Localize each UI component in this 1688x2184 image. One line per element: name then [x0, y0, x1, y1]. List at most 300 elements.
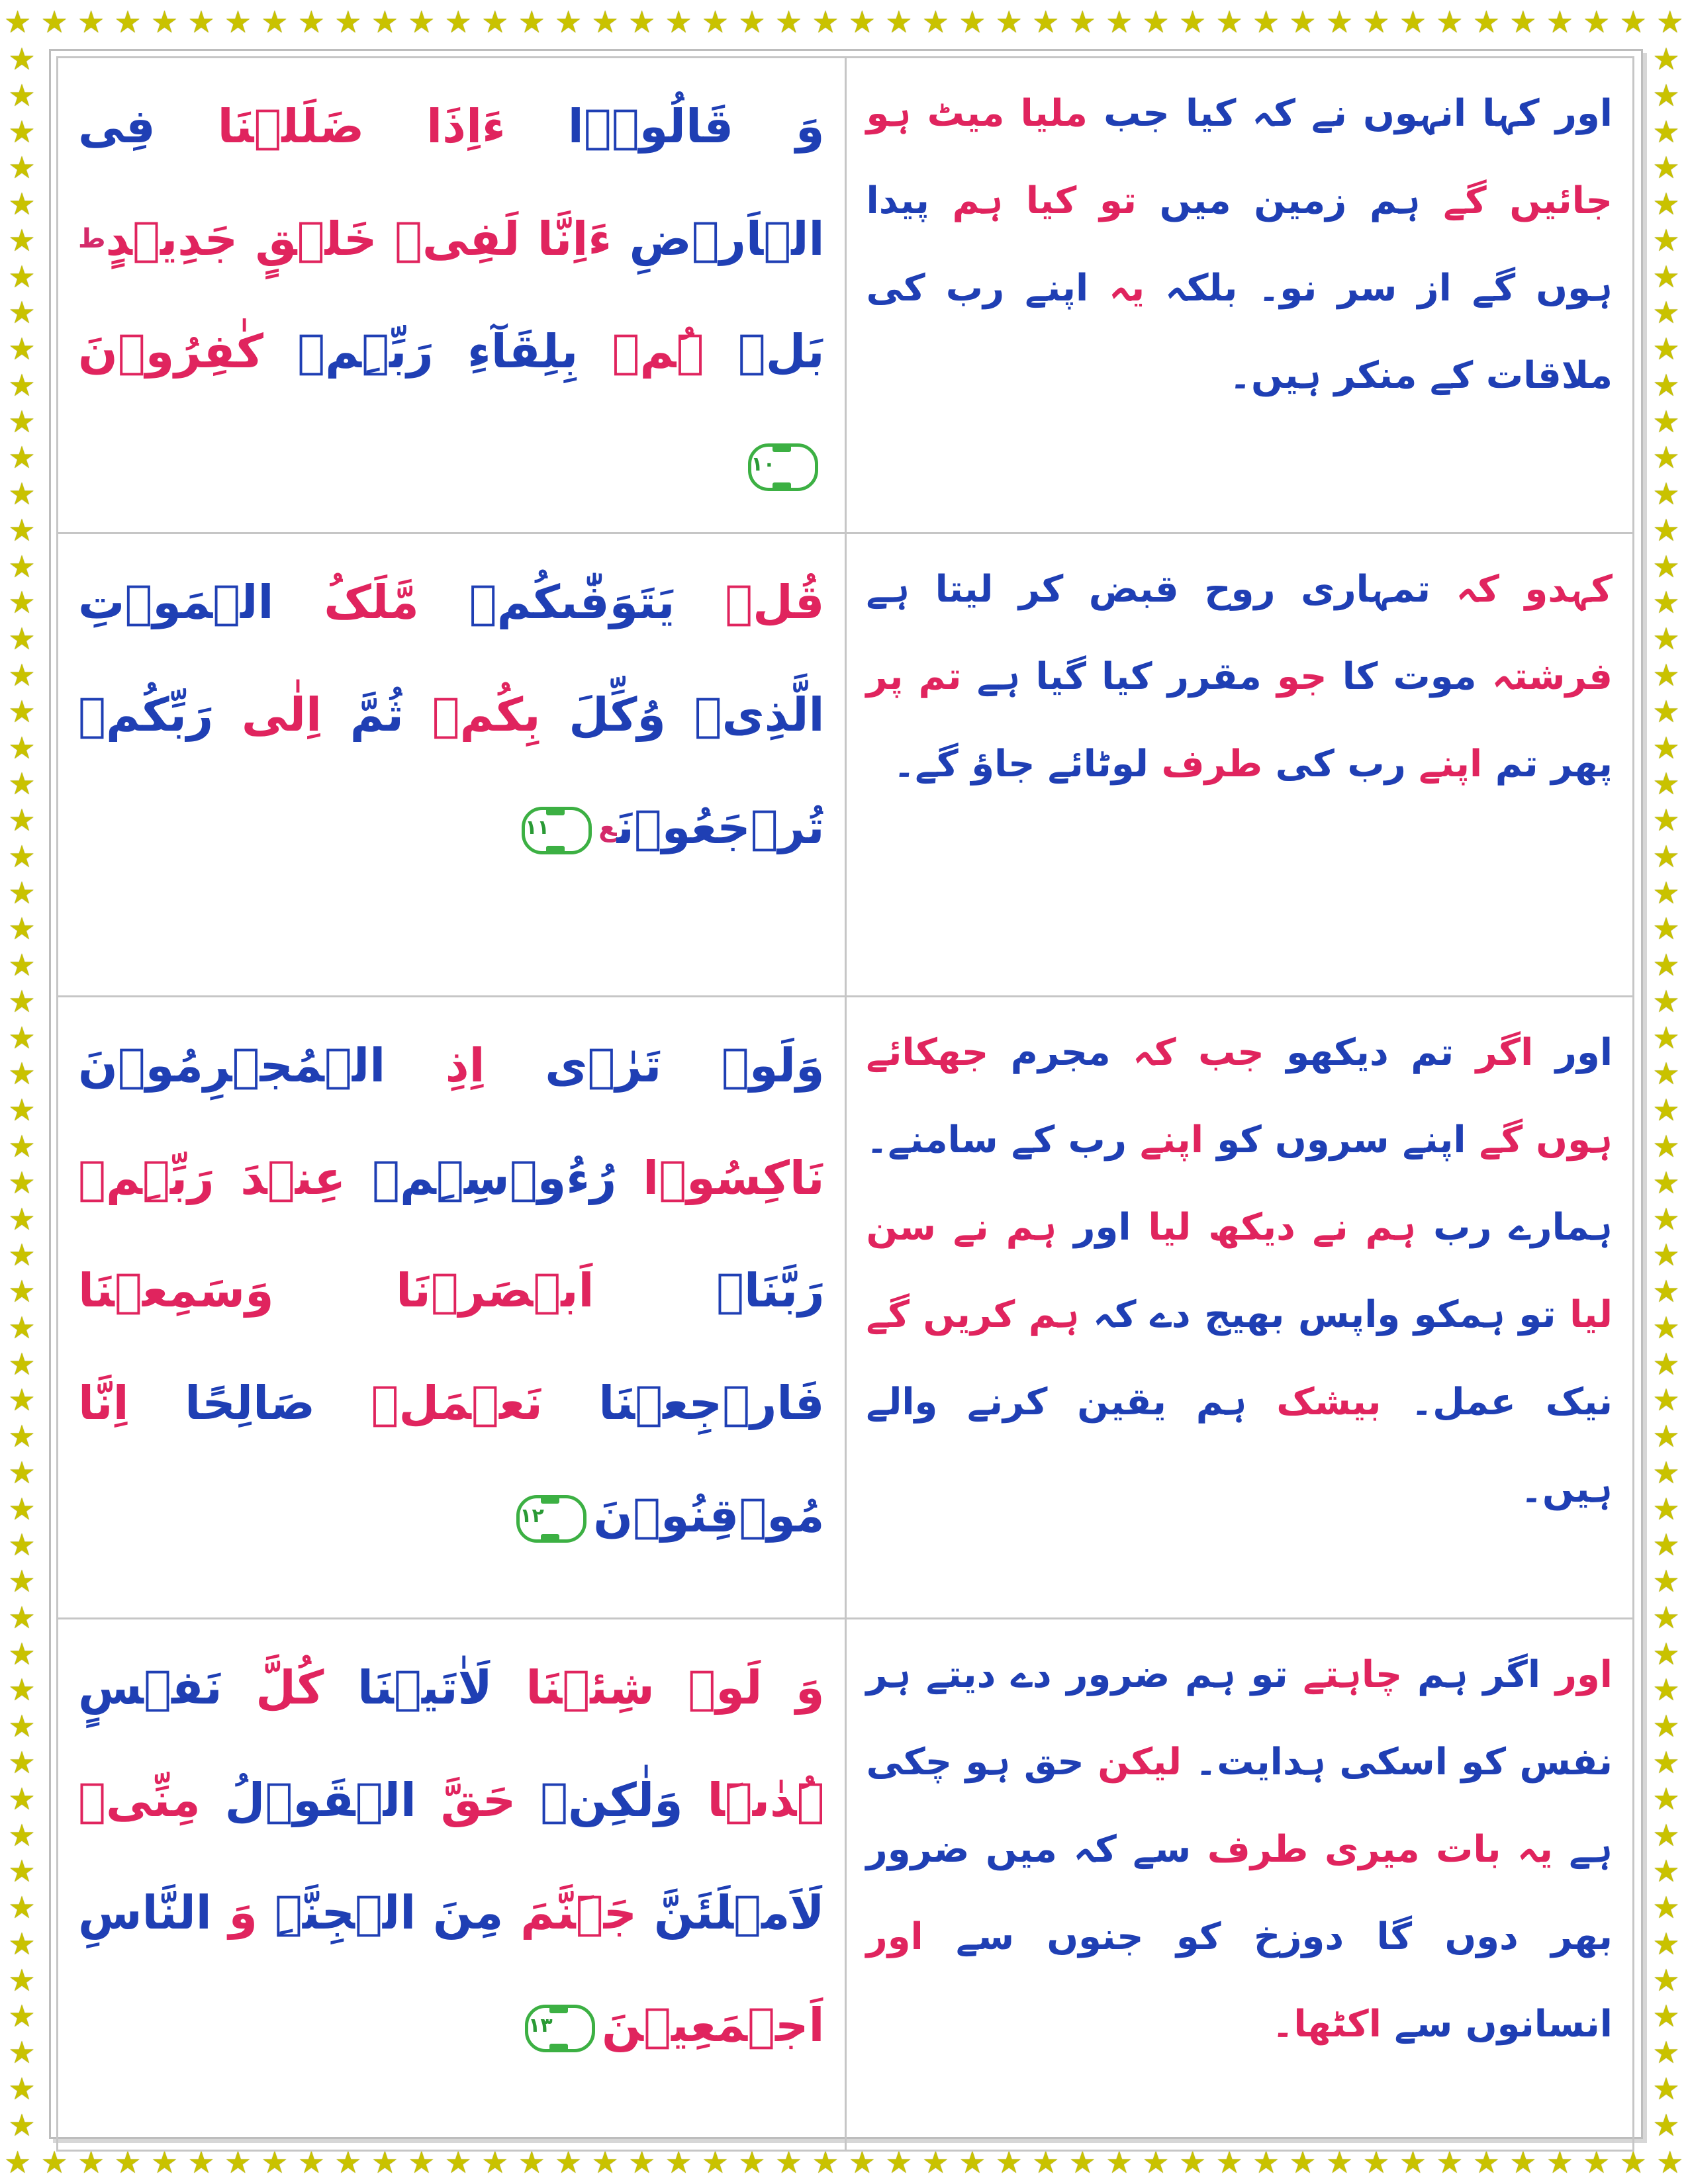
star-icon: ★: [1652, 1780, 1680, 1817]
arabic-text-segment: ہُدٰىہَا: [682, 1773, 825, 1827]
star-icon: ★: [1652, 1454, 1680, 1490]
star-icon: ★: [8, 1454, 36, 1490]
star-icon: ★: [8, 1273, 36, 1310]
urdu-text-segment: چاہتے: [1288, 1653, 1403, 1696]
arabic-text-segment: جَدِیۡدٍ: [105, 212, 238, 266]
ayah-end-marker-icon: ۱۳: [525, 2005, 595, 2052]
star-icon: ★: [8, 657, 36, 694]
star-icon: ★: [1652, 584, 1680, 621]
urdu-text-segment: نیک عمل۔: [1381, 1381, 1613, 1424]
star-icon: ★: [1652, 1925, 1680, 1962]
star-icon: ★: [8, 1382, 36, 1418]
arabic-text-segment: ط: [78, 224, 106, 254]
star-icon: ★: [8, 729, 36, 766]
urdu-text-segment: اپنے: [1126, 1118, 1204, 1161]
arabic-text-segment: فِی الۡاَرۡضِ: [78, 99, 825, 266]
star-icon: ★: [701, 4, 729, 40]
star-icon: ★: [1652, 1889, 1680, 1926]
star-icon: ★: [8, 41, 36, 77]
star-icon: ★: [8, 1019, 36, 1056]
star-icon: ★: [518, 2144, 545, 2180]
star-icon: ★: [8, 1563, 36, 1600]
arabic-text-segment: صَالِحًا: [128, 1376, 316, 1430]
star-icon: ★: [555, 4, 583, 40]
star-icon: ★: [8, 838, 36, 874]
arabic-text-segment: شِئۡنَا: [492, 1661, 655, 1715]
star-icon: ★: [665, 4, 692, 40]
star-icon: ★: [591, 4, 619, 40]
star-icon: ★: [8, 947, 36, 983]
urdu-translation-12: [845, 997, 1634, 1619]
urdu-text-segment: ہم یقین کرنے والے ہیں۔: [866, 1381, 1613, 1511]
star-icon: ★: [8, 295, 36, 331]
star-icon: ★: [1652, 1092, 1680, 1128]
star-icon: ★: [8, 2034, 36, 2071]
star-icon: ★: [371, 2144, 399, 2180]
urdu-text-segment: بلکہ: [1145, 267, 1238, 310]
star-icon: ★: [261, 4, 289, 40]
star-icon: ★: [224, 2144, 252, 2180]
star-icon: ★: [8, 874, 36, 911]
urdu-text-segment: مجرم: [988, 1031, 1111, 1074]
star-icon: ★: [8, 693, 36, 729]
star-icon: ★: [1652, 512, 1680, 548]
urdu-text-segment: سے کہ: [1056, 1828, 1192, 1871]
star-icon: ★: [334, 2144, 362, 2180]
urdu-text-segment: اور: [866, 1915, 923, 1958]
ayah-end-marker-icon: ۱۰: [748, 443, 818, 491]
star-icon: ★: [774, 4, 803, 40]
star-icon: ★: [1652, 802, 1680, 839]
star-icon: ★: [1652, 947, 1680, 983]
star-icon: ★: [1652, 1599, 1680, 1635]
star-icon: ★: [40, 2144, 68, 2180]
star-icon: ★: [1325, 2144, 1354, 2180]
arabic-text-segment: بَلۡ: [704, 324, 825, 379]
arabic-text-segment: مِنَ: [416, 1886, 504, 1940]
arabic-text-segment: اَبۡصَرۡنَا: [273, 1263, 594, 1318]
star-icon: ★: [1652, 186, 1680, 222]
star-icon: ★: [1399, 4, 1427, 40]
arabic-text-segment: نَعۡمَلۡ: [315, 1376, 543, 1430]
arabic-text-segment: لَاٰتَیۡنَا: [324, 1661, 492, 1715]
arabic-text-segment: اِذِ: [385, 1038, 485, 1093]
star-icon: ★: [297, 2144, 325, 2180]
urdu-text-segment: ہم نے دیکھ لیا: [1131, 1206, 1417, 1249]
arabic-text-segment: ءَاِذَا: [364, 99, 506, 154]
urdu-text-segment: تم دیکھو: [1264, 1031, 1454, 1074]
star-icon: ★: [1619, 4, 1647, 40]
arabic-text-segment: نَفۡسٍ: [78, 1661, 222, 1715]
urdu-text-segment: رب کے سامنے۔: [866, 1118, 1127, 1161]
urdu-text-segment: ہم کریں گے: [866, 1293, 1080, 1336]
star-icon: ★: [1652, 1962, 1680, 1998]
star-icon: ★: [8, 1309, 36, 1345]
arabic-text-segment: النَّاسِ: [78, 1886, 212, 1940]
arabic-text-segment: مُوۡقِنُوۡنَ: [593, 1488, 825, 1543]
star-icon: ★: [1652, 1635, 1680, 1672]
star-icon: ★: [481, 2144, 509, 2180]
star-icon: ★: [1652, 2070, 1680, 2107]
star-icon: ★: [885, 2144, 913, 2180]
star-icon: ★: [774, 2144, 803, 2180]
arabic-text-segment: الۡقَوۡلُ: [200, 1773, 416, 1827]
star-icon: ★: [8, 1708, 36, 1745]
star-icon: ★: [628, 2144, 656, 2180]
star-icon: ★: [8, 548, 36, 584]
star-icon: ★: [1105, 2144, 1133, 2180]
star-icon: ★: [738, 4, 766, 40]
arabic-text-segment: نَاکِسُوۡا: [616, 1151, 825, 1205]
star-icon: ★: [1436, 2144, 1464, 2180]
urdu-text-segment: میں ضرور بھر دوں گا دوزخ: [866, 1828, 1613, 1958]
star-icon: ★: [1652, 222, 1680, 258]
star-icon: ★: [8, 367, 36, 403]
star-icon: ★: [1652, 1998, 1680, 2034]
urdu-text-segment: کو جنوں سے: [923, 1915, 1221, 1958]
star-icon: ★: [8, 186, 36, 222]
star-icon: ★: [1179, 4, 1207, 40]
star-icon: ★: [8, 1345, 36, 1382]
star-icon: ★: [885, 4, 913, 40]
left-star-border: [0, 41, 44, 2143]
urdu-text-segment: کو اسکی ہدایت۔: [1182, 1741, 1507, 1784]
urdu-text-segment: اکٹھا۔: [1272, 2003, 1382, 2046]
star-icon: ★: [150, 2144, 179, 2180]
urdu-translation-13: [845, 1619, 1634, 2151]
arabic-text-segment: اَجۡمَعِیۡنَ: [602, 1998, 825, 2052]
star-icon: ★: [1215, 4, 1243, 40]
star-icon: ★: [1652, 657, 1680, 694]
star-icon: ★: [1652, 548, 1680, 584]
arabic-text-segment: ءَاِنَّا: [520, 212, 612, 266]
ayah-end-marker-icon: ۱۱: [522, 807, 592, 854]
star-icon: ★: [444, 4, 472, 40]
star-icon: ★: [848, 4, 876, 40]
star-icon: ★: [1652, 331, 1680, 367]
star-icon: ★: [8, 766, 36, 802]
star-icon: ★: [8, 1237, 36, 1273]
star-icon: ★: [8, 512, 36, 548]
urdu-text-segment: اور کہا انہوں نے کہ کیا جب: [1087, 92, 1613, 135]
urdu-text-segment: اپنے رب کی ملاقات کے منکر ہیں۔: [866, 267, 1613, 397]
arabic-text-segment: بِلِقَآءِ: [433, 324, 579, 379]
star-icon: ★: [1652, 113, 1680, 150]
star-icon: ★: [921, 2144, 949, 2180]
star-icon: ★: [1652, 874, 1680, 911]
star-icon: ★: [1652, 367, 1680, 403]
verse-row-11: [58, 533, 1634, 997]
urdu-text-segment: حق ہو چکی ہے: [866, 1741, 1613, 1871]
arabic-text-segment: تَرٰۤی: [485, 1038, 662, 1093]
star-icon: ★: [1652, 838, 1680, 874]
urdu-translation-10: [845, 58, 1634, 533]
star-icon: ★: [1652, 1527, 1680, 1563]
star-icon: ★: [1362, 4, 1390, 40]
urdu-text-segment: ہمارے رب: [1416, 1206, 1613, 1249]
star-icon: ★: [1509, 4, 1537, 40]
arabic-text-segment: ثُمَّ: [322, 688, 404, 742]
urdu-text-segment: اگر: [1454, 1031, 1534, 1074]
star-icon: ★: [1436, 4, 1464, 40]
arabic-text-segment: ضَلَلۡنَا: [155, 99, 365, 154]
star-icon: ★: [8, 113, 36, 150]
star-icon: ★: [1652, 1128, 1680, 1164]
arabic-text-segment: لَاَمۡلَئَنَّ: [637, 1886, 825, 1940]
right-star-border: [1644, 41, 1688, 2143]
urdu-text-segment: بیشک: [1246, 1381, 1382, 1424]
star-icon: ★: [8, 1817, 36, 1853]
arabic-text-segment: حَقَّ: [416, 1773, 516, 1827]
top-star-border: [0, 0, 1688, 44]
arabic-text-segment: ع: [598, 812, 617, 842]
star-icon: ★: [1652, 2034, 1680, 2071]
star-icon: ★: [1325, 4, 1354, 40]
urdu-text-segment: یہ بات: [1419, 1828, 1553, 1871]
star-icon: ★: [8, 1925, 36, 1962]
star-icon: ★: [8, 77, 36, 113]
star-icon: ★: [921, 4, 949, 40]
star-icon: ★: [1032, 2144, 1060, 2180]
star-icon: ★: [408, 2144, 436, 2180]
star-icon: ★: [8, 1092, 36, 1128]
star-icon: ★: [1399, 2144, 1427, 2180]
star-icon: ★: [8, 150, 36, 186]
urdu-text-segment: ہم نے سن لیا: [866, 1206, 1613, 1336]
star-icon: ★: [8, 1744, 36, 1780]
star-icon: ★: [1652, 476, 1680, 512]
star-icon: ★: [4, 2144, 32, 2180]
star-icon: ★: [1652, 1490, 1680, 1527]
star-icon: ★: [8, 439, 36, 476]
star-icon: ★: [1652, 1345, 1680, 1382]
urdu-text-segment: اپنے: [1405, 743, 1483, 786]
star-icon: ★: [8, 1853, 36, 1889]
star-icon: ★: [8, 1418, 36, 1455]
star-icon: ★: [8, 1128, 36, 1164]
urdu-text-segment: ہم زمین میں: [1137, 179, 1421, 222]
star-icon: ★: [518, 4, 545, 40]
star-icon: ★: [8, 222, 36, 258]
star-icon: ★: [40, 4, 68, 40]
star-icon: ★: [408, 4, 436, 40]
star-icon: ★: [1142, 4, 1170, 40]
urdu-text-segment: پیدا ہوں گے از سر نو۔: [866, 179, 1613, 310]
star-icon: ★: [8, 1780, 36, 1817]
star-icon: ★: [1652, 403, 1680, 439]
star-icon: ★: [1652, 1237, 1680, 1273]
star-icon: ★: [77, 2144, 105, 2180]
star-icon: ★: [334, 4, 362, 40]
star-icon: ★: [1179, 2144, 1207, 2180]
urdu-text-segment: جب کہ: [1110, 1031, 1264, 1074]
star-icon: ★: [8, 1889, 36, 1926]
arabic-text-segment: وُکِّلَ: [540, 688, 666, 742]
star-icon: ★: [959, 2144, 986, 2180]
star-icon: ★: [114, 2144, 142, 2180]
star-icon: ★: [8, 258, 36, 295]
star-icon: ★: [8, 2070, 36, 2107]
star-icon: ★: [1652, 258, 1680, 295]
arabic-text-segment: الۡمَوۡتِ الَّذِیۡ: [78, 575, 825, 742]
star-icon: ★: [8, 1056, 36, 1092]
star-icon: ★: [481, 4, 509, 40]
star-icon: ★: [1652, 1563, 1680, 1600]
star-icon: ★: [8, 476, 36, 512]
star-icon: ★: [1652, 41, 1680, 77]
urdu-translation-11: [845, 533, 1634, 997]
arabic-text-segment: مَّلَکُ: [273, 575, 419, 629]
arabic-text-segment: رَبَّنَاۤ: [594, 1263, 825, 1318]
star-icon: ★: [1652, 1164, 1680, 1201]
star-icon: ★: [371, 4, 399, 40]
star-icon: ★: [1652, 729, 1680, 766]
arabic-text-segment: رَبِّکُمۡ: [78, 688, 214, 742]
star-icon: ★: [1472, 4, 1500, 40]
star-icon: ★: [812, 4, 839, 40]
star-icon: ★: [1289, 2144, 1317, 2180]
arabic-verse-10: [58, 58, 846, 533]
star-icon: ★: [1032, 4, 1060, 40]
star-icon: ★: [1656, 2144, 1684, 2180]
star-icon: ★: [1656, 4, 1684, 40]
urdu-text-segment: لیکن: [1084, 1741, 1182, 1784]
arabic-text-segment: رُءُوۡسِہِمۡ: [346, 1151, 617, 1205]
star-icon: ★: [1652, 2107, 1680, 2143]
ayah-end-marker-icon: ۱۲: [516, 1495, 586, 1543]
star-icon: ★: [150, 4, 179, 40]
star-icon: ★: [8, 911, 36, 947]
arabic-text-segment: وَلَوۡ: [661, 1038, 825, 1093]
star-icon: ★: [444, 2144, 472, 2180]
star-icon: ★: [8, 1164, 36, 1201]
star-icon: ★: [1546, 2144, 1573, 2180]
urdu-text-segment: تم پر: [866, 655, 962, 698]
urdu-text-segment: کہدو کہ: [1430, 568, 1613, 611]
star-icon: ★: [1652, 911, 1680, 947]
arabic-text-segment: تُرۡجَعُوۡنَ: [616, 800, 825, 854]
star-icon: ★: [1652, 983, 1680, 1019]
star-icon: ★: [1652, 1201, 1680, 1237]
urdu-text-segment: فرشتہ: [1476, 655, 1613, 698]
star-icon: ★: [8, 584, 36, 621]
arabic-text-segment: الۡمُجۡرِمُوۡنَ: [78, 1038, 386, 1093]
arabic-text-segment: قُلۡ: [675, 575, 825, 629]
star-icon: ★: [1068, 2144, 1096, 2180]
verse-row-10: [58, 58, 1634, 533]
urdu-text-segment: اگر ہم: [1402, 1653, 1541, 1696]
verse-page: [49, 49, 1643, 2139]
arabic-text-segment: رَبِّہِمۡ: [263, 324, 434, 379]
arabic-verse-11: [58, 533, 846, 997]
urdu-text-segment: ملیا میٹ ہو جائیں گے: [866, 92, 1613, 222]
verse-row-13: [58, 1619, 1634, 2151]
urdu-text-segment: انسانوں سے: [1381, 2003, 1613, 2046]
arabic-text-segment: ہُمۡ: [578, 324, 704, 379]
verse-table: [56, 56, 1634, 2152]
urdu-text-segment: اور: [1533, 1031, 1613, 1074]
star-icon: ★: [1652, 1418, 1680, 1455]
star-icon: ★: [8, 621, 36, 657]
arabic-text-segment: وَ قَالُوۡۤا: [505, 99, 825, 154]
star-icon: ★: [1252, 4, 1280, 40]
star-icon: ★: [1509, 2144, 1537, 2180]
star-icon: ★: [1652, 1853, 1680, 1889]
star-icon: ★: [1652, 295, 1680, 331]
urdu-text-segment: تو ہم ضرور دے دیتے ہر نفس: [866, 1653, 1613, 1784]
urdu-text-segment: طرف: [1148, 743, 1263, 786]
arabic-text-segment: کُلَّ: [222, 1661, 324, 1715]
star-icon: ★: [1583, 2144, 1611, 2180]
star-icon: ★: [1652, 1672, 1680, 1708]
urdu-text-segment: لوٹائے جاؤ گے۔: [893, 743, 1149, 786]
star-icon: ★: [995, 4, 1023, 40]
star-icon: ★: [8, 2107, 36, 2143]
star-icon: ★: [8, 1490, 36, 1527]
urdu-text-segment: پھر تم: [1482, 743, 1613, 786]
star-icon: ★: [8, 1962, 36, 1998]
star-icon: ★: [1252, 2144, 1280, 2180]
star-icon: ★: [8, 1527, 36, 1563]
arabic-verse-13: [58, 1619, 846, 2151]
urdu-text-segment: تمہاری روح قبض کر لیتا ہے: [866, 568, 1431, 611]
urdu-text-segment: اپنے سروں کو: [1203, 1118, 1466, 1161]
star-icon: ★: [848, 2144, 876, 2180]
star-icon: ★: [187, 4, 215, 40]
arabic-text-segment: الۡجِنَّۃِ: [258, 1886, 416, 1940]
arabic-text-segment: وَسَمِعۡنَا: [78, 1263, 274, 1318]
star-icon: ★: [1652, 1382, 1680, 1418]
star-icon: ★: [665, 2144, 692, 2180]
star-icon: ★: [1472, 2144, 1500, 2180]
arabic-text-segment: اِلٰی: [213, 688, 322, 742]
star-icon: ★: [628, 4, 656, 40]
star-icon: ★: [1652, 766, 1680, 802]
arabic-text-segment: جَہَنَّمَ: [503, 1886, 637, 1940]
star-icon: ★: [1215, 2144, 1243, 2180]
star-icon: ★: [1652, 1817, 1680, 1853]
arabic-text-segment: عِنۡدَ: [214, 1151, 346, 1205]
star-icon: ★: [995, 2144, 1023, 2180]
arabic-verse-12: [58, 997, 846, 1619]
star-icon: ★: [1105, 4, 1133, 40]
star-icon: ★: [8, 1672, 36, 1708]
arabic-text-segment: فَارۡجِعۡنَا: [542, 1376, 825, 1430]
arabic-text-segment: بِکُمۡ: [403, 688, 541, 742]
arabic-text-segment: مِنِّیۡ: [78, 1773, 201, 1827]
star-icon: ★: [738, 2144, 766, 2180]
star-icon: ★: [1652, 77, 1680, 113]
urdu-text-segment: اور: [1540, 1653, 1613, 1696]
star-icon: ★: [959, 4, 986, 40]
arabic-text-segment: وَ: [211, 1886, 258, 1940]
star-icon: ★: [1652, 439, 1680, 476]
urdu-text-segment: تو کیا ہم: [929, 179, 1137, 222]
urdu-text-segment: جو: [1261, 655, 1327, 698]
star-icon: ★: [8, 331, 36, 367]
star-icon: ★: [1652, 621, 1680, 657]
star-icon: ★: [591, 2144, 619, 2180]
star-icon: ★: [701, 2144, 729, 2180]
arabic-text-segment: وَلٰکِنۡ: [516, 1773, 683, 1827]
arabic-text-segment: رَبِّہِمۡ: [78, 1151, 214, 1205]
star-icon: ★: [812, 2144, 839, 2180]
star-icon: ★: [114, 4, 142, 40]
star-icon: ★: [1546, 4, 1573, 40]
star-icon: ★: [8, 1599, 36, 1635]
star-icon: ★: [1652, 1056, 1680, 1092]
star-icon: ★: [8, 1201, 36, 1237]
